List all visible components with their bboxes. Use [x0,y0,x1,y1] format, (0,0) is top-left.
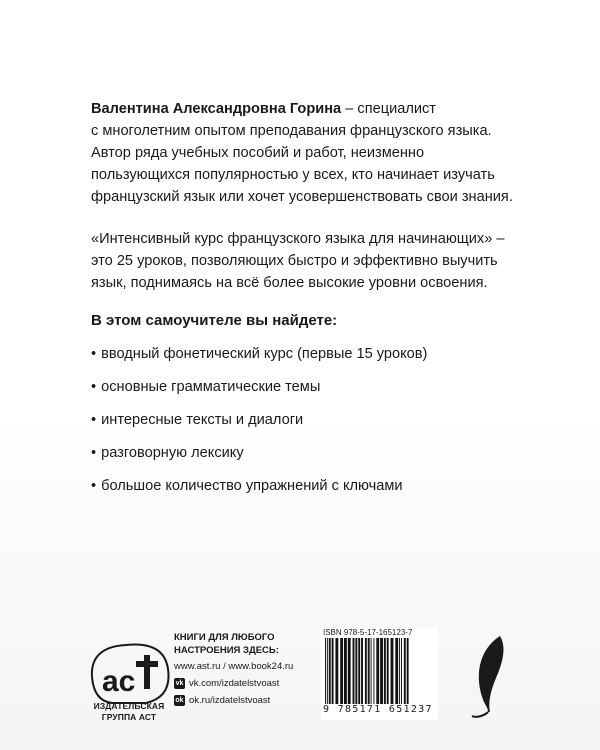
barcode-bar [380,638,383,704]
bullet-icon: • [91,412,97,428]
promo-urls[interactable]: www.ast.ru / www.book24.ru [174,661,294,672]
cover-footer [0,620,600,750]
promo-heading-line: КНИГИ ДЛЯ ЛЮБОГО [174,632,275,643]
bullet-icon: • [91,445,97,461]
bullet-icon: • [91,379,97,395]
bullet-icon: • [91,346,97,362]
publisher-caption-line: ГРУППА АСТ [101,712,157,722]
social-link[interactable]: ok.ru/izdatelstvoast [189,695,271,706]
author-desc-line: французский язык или хочет усовершенствовать свои знания. [91,189,513,205]
list-item [91,409,427,442]
social-ok[interactable] [174,694,304,707]
barcode-bar [325,638,326,704]
logo-text: ac [102,665,136,698]
promo-heading-line: НАСТРОЕНИЯ ЗДЕСЬ: [174,645,279,656]
social-link[interactable]: vk.com/izdatelstvoast [189,678,280,689]
quill-icon [470,632,510,720]
author-name: Валентина Александровна Горина [91,101,342,117]
barcode-number: 9 785171 651237 [323,704,433,715]
vk-icon: vk [175,680,184,687]
features-list [91,343,427,508]
barcode-bar [344,638,347,704]
barcode-bar [373,638,374,704]
barcode-bar [371,638,372,704]
bullet-icon: • [91,478,97,494]
barcode-bar [387,638,389,704]
author-desc-line: – специалист [341,101,436,117]
list-item-text: разговорную лексику [101,445,244,461]
barcode-bar [404,638,406,704]
social-vk[interactable] [174,677,304,690]
author-desc-line: пользующихся популярностью у всех, кто начинает изучать [91,167,495,183]
publisher-caption [86,701,172,723]
barcode-icon [321,638,438,706]
barcode-bar [332,638,334,704]
barcode-bar [376,638,379,704]
features-heading: В этом самоучителе вы найдете: [91,312,338,329]
course-line: это 25 уроков, позволяющих быстро и эффективно выучить [91,253,498,269]
barcode-bar [327,638,328,704]
list-item [91,475,427,508]
ok-icon: ok [175,697,184,704]
course-paragraph [91,228,531,294]
barcode-block [321,628,438,720]
barcode-bar [361,638,363,704]
barcode-bar [401,638,402,704]
intro-text [91,98,531,294]
promo-block [174,631,304,707]
list-item-text: вводный фонетический курс (первые 15 уроков) [101,346,428,362]
barcode-bar [391,638,394,704]
barcode-bar [353,638,355,704]
barcode-bar [407,638,409,704]
list-item [91,343,427,376]
barcode-bar [358,638,360,704]
barcode-bar [340,638,343,704]
author-desc-line: с многолетним опытом преподавания французского языка. [91,123,492,139]
list-item-text: большое количество упражнений с ключами [101,478,403,494]
barcode-bar [329,638,331,704]
course-line: язык, поднимаясь на всё более высокие уровни освоения. [91,275,488,291]
barcode-bar [355,638,357,704]
list-item-text: интересные тексты и диалоги [101,412,304,428]
barcode-bar [399,638,400,704]
barcode-bar [368,638,370,704]
author-desc-line: Автор ряда учебных пособий и работ, неизменно [91,145,425,161]
list-item-text: основные грамматические темы [101,379,321,395]
course-line: «Интенсивный курс французского языка для начинающих» – [91,231,505,247]
list-item [91,376,427,409]
author-paragraph [91,98,531,208]
barcode-bar [384,638,386,704]
barcode-bar [395,638,398,704]
barcode-bar [335,638,338,704]
promo-heading [174,631,304,657]
barcode-bar [365,638,367,704]
barcode-bar [348,638,351,704]
isbn-label: ISBN 978-5-17-165123-7 [323,628,413,637]
list-item [91,442,427,475]
publisher-caption-line: ИЗДАТЕЛЬСКАЯ [93,701,165,711]
